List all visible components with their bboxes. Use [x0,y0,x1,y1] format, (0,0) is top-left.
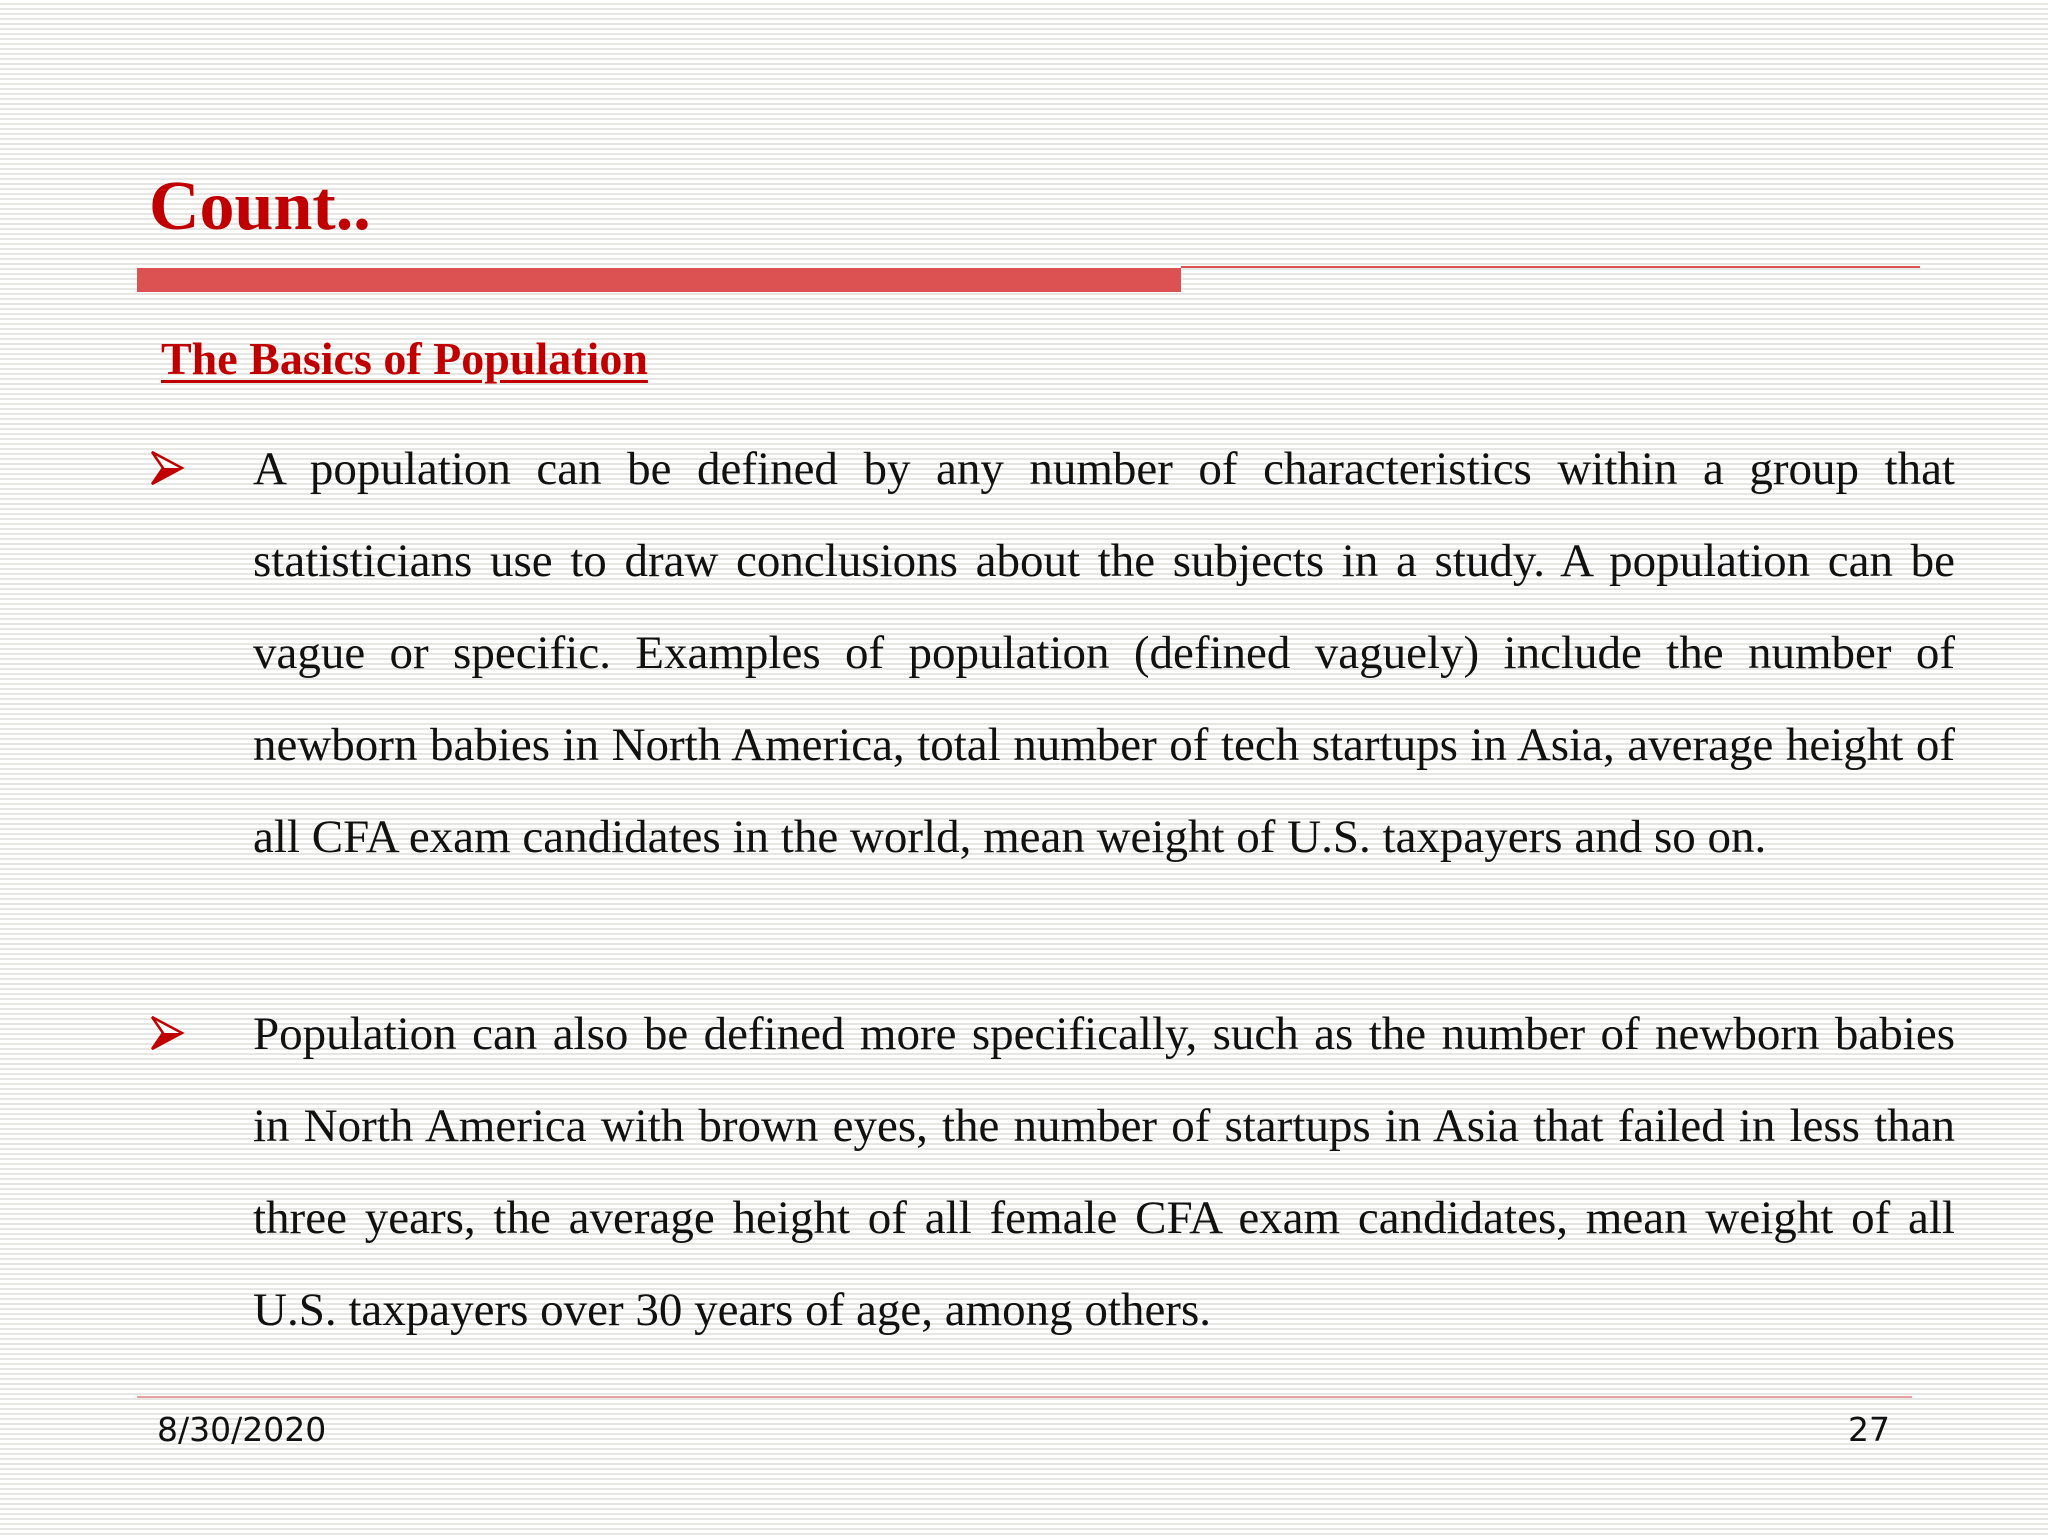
footer-divider [137,1396,1912,1398]
arrowhead-bullet-icon [148,448,188,488]
slide-title: Count.. [149,168,371,245]
footer-date: 8/30/2020 [157,1410,327,1449]
bullet-text: A population can be defined by any number of characteristics within a group that statisticians use to draw conclusions about the subjects in a study. A population can be vague or specific. Examples of population (defined vaguely) include the number of newborn babies in North America, total number of tech startups in Asia, average height of all CFA exam candidates in the world, mean weight of U.S. taxpayers and so on. [253,443,1955,863]
title-underline-bar [137,268,1181,292]
section-heading: The Basics of Population [161,333,648,384]
arrowhead-bullet-icon [148,1013,188,1053]
bullet-text: Population can also be defined more specifically, such as the number of newborn babies in North America with brown eyes, the number of startups in Asia that failed in less than three years, the average height of all female CFA exam candidates, mean weight of all U.S. taxpayers over 30 years of age, among others. [253,1008,1955,1336]
page-number: 27 [1848,1410,1890,1449]
title-underline-rule [1181,266,1920,268]
